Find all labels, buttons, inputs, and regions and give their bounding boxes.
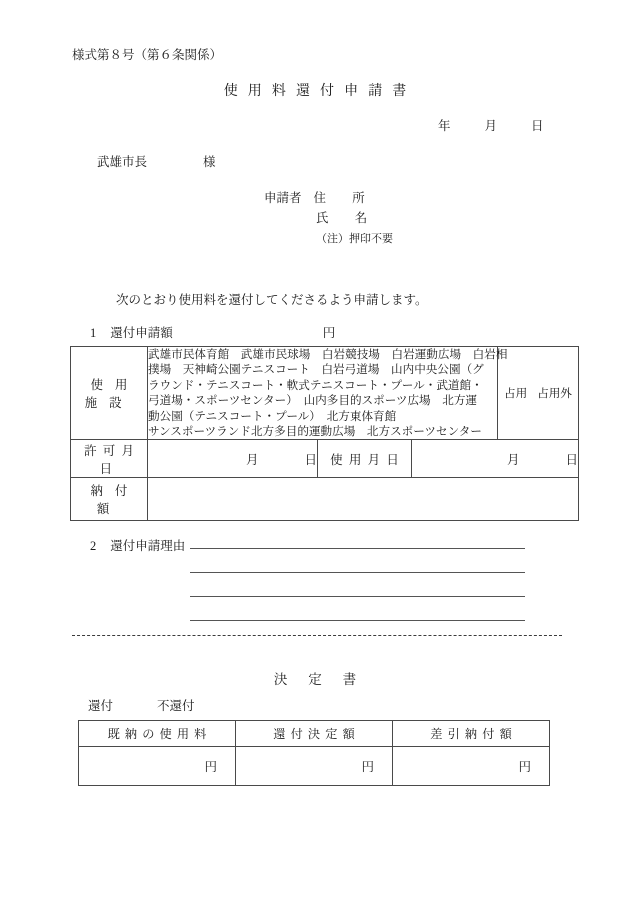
- date-year-label: 年: [438, 119, 451, 133]
- decision-value-cell[interactable]: 円: [79, 747, 236, 786]
- applicant-note-row: [264, 228, 393, 249]
- decision-column-header: 既納の使用料: [79, 721, 236, 747]
- decision-column-header: 差引納付額: [393, 721, 550, 747]
- reason-write-line[interactable]: [190, 596, 525, 597]
- decision-option-refund[interactable]: 還付: [88, 699, 114, 713]
- application-statement: 次のとおり使用料を還付してくださるよう申請します。: [116, 293, 428, 307]
- facility-line: 撲場 天神崎公園テニスコート 白岩弓道場 山内中央公園（グ: [148, 363, 484, 377]
- use-date-value-cell[interactable]: [412, 440, 579, 478]
- permit-date-label-cell: 許可月日: [71, 440, 148, 478]
- permit-date-month-label: 月: [245, 452, 259, 467]
- permit-date-value-cell[interactable]: [148, 440, 318, 478]
- use-date-day-label: 日: [565, 452, 578, 467]
- occupancy-option-not-occupied[interactable]: 占用外: [537, 387, 572, 401]
- facility-line: 武雄市民体育館 武雄市民球場 白岩競技場 白岩運動広場 白岩相: [148, 348, 508, 361]
- decision-title: 決定書: [273, 672, 378, 687]
- applicant-label: 申請者: [264, 191, 302, 205]
- payment-row: [71, 478, 579, 521]
- occupancy-option-occupied[interactable]: 占用: [504, 387, 528, 401]
- facility-list-cell: [148, 347, 508, 440]
- applicant-name-row: [264, 208, 393, 228]
- item2-label: 還付申請理由: [110, 539, 186, 553]
- facility-line: サンスポーツランド北方多目的運動広場 北方スポーツセンター: [148, 425, 482, 439]
- decision-options: [88, 696, 195, 714]
- addressee-honorific: 様: [203, 155, 216, 169]
- decision-column-header: 還付決定額: [236, 721, 393, 747]
- date-day-label: 日: [531, 119, 544, 133]
- date-month-label: 月: [484, 119, 498, 133]
- facility-line: 動公園（テニスコート・プール） 北方東体育館: [148, 409, 397, 423]
- document-title: 使用料還付申請書: [223, 84, 417, 99]
- use-date-month-label: 月: [506, 452, 520, 467]
- facility-label-cell: 使用施設: [71, 347, 148, 440]
- facility-line: ラウンド・テニスコート・軟式テニスコート・プール・武道館・: [148, 378, 483, 392]
- payment-label-cell: 納付額: [71, 478, 148, 521]
- reason-write-line[interactable]: [190, 572, 525, 573]
- reason-write-line[interactable]: [190, 620, 525, 621]
- date-row: [71, 440, 579, 478]
- applicant-seal-note: （注）押印不要: [316, 233, 393, 245]
- reason-write-line[interactable]: [190, 548, 525, 549]
- facility-table: [70, 346, 579, 521]
- refund-amount-line: [90, 323, 335, 341]
- addressee-line: [97, 152, 216, 170]
- decision-table: [78, 720, 550, 786]
- permit-date-day-label: 日: [304, 452, 317, 467]
- decision-option-no-refund[interactable]: 不還付: [157, 699, 195, 713]
- occupancy-cell[interactable]: [498, 347, 579, 440]
- form-number: 様式第８号（第６条関係）: [72, 48, 223, 62]
- decision-value-cell[interactable]: 円: [236, 747, 393, 786]
- applicant-address-label: 住 所: [313, 191, 372, 205]
- facility-line: 弓道場・スポーツセンター） 山内多目的スポーツ広場 北方運: [148, 394, 478, 408]
- section-divider: [72, 635, 562, 636]
- use-date-label-cell: 使用月日: [318, 440, 412, 478]
- decision-value-row: [79, 747, 550, 786]
- applicant-name-label: 氏 名: [316, 211, 375, 225]
- decision-value-cell[interactable]: 円: [393, 747, 550, 786]
- addressee-name: 武雄市長: [97, 155, 148, 169]
- applicant-block: [264, 188, 393, 249]
- item1-unit: 円: [322, 326, 336, 340]
- reason-label-line: [90, 536, 185, 554]
- item1-label: 還付申請額: [110, 326, 173, 340]
- applicant-address-row: [264, 188, 393, 208]
- date-line: [438, 116, 544, 134]
- item2-number: 2: [90, 539, 97, 553]
- decision-header-row: [79, 721, 550, 747]
- payment-value-cell[interactable]: [148, 478, 579, 521]
- item1-number: 1: [90, 326, 97, 340]
- facility-row: [71, 347, 579, 440]
